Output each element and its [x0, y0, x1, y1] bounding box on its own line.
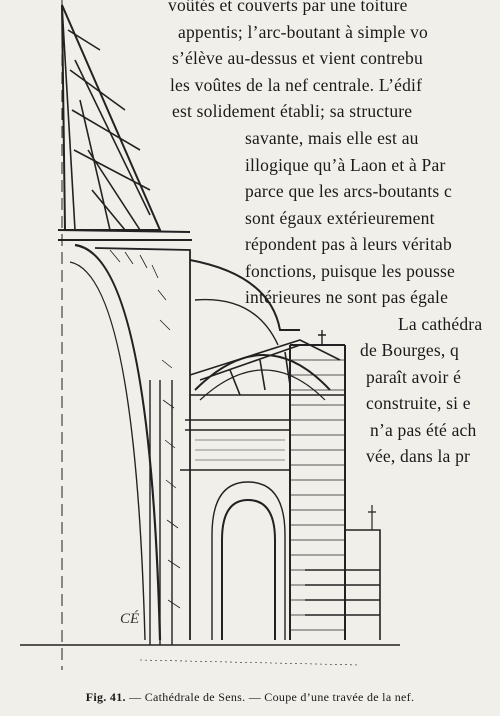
caption-label: Fig. 41. [85, 690, 126, 704]
text-line-4: les voûtes de la nef centrale. L’édif [170, 75, 423, 95]
text-line-2: appentis; l’arc-boutant à simple vo [178, 22, 428, 42]
text-line-5: est solidement établi; sa structure [172, 101, 413, 121]
text-line-17: n’a pas été ach [370, 420, 477, 440]
text-line-12: intérieures ne sont pas égale [245, 287, 449, 307]
caption-text: — Cathédrale de Sens. — Coupe d’une travée de la nef. [129, 690, 415, 704]
text-line-9: sont égaux extérieurement [245, 208, 435, 228]
text-line-16: construite, si e [366, 393, 471, 413]
text-line-18: vée, dans la pr [366, 446, 471, 466]
text-line-6: savante, mais elle est au [245, 128, 419, 148]
figure-caption [0, 690, 500, 705]
text-line-10: répondent pas à leurs véritab [245, 234, 452, 254]
text-line-11: fonctions, puisque les pousse [245, 261, 455, 281]
text-line-8: parce que les arcs-boutants c [245, 181, 452, 201]
text-line-13: La cathédra [398, 314, 483, 334]
text-line-1: voûtés et couverts par une toiture [168, 0, 408, 15]
text-line-14: de Bourges, q [360, 340, 460, 360]
text-line-7: illogique qu’à Laon et à Par [245, 155, 446, 175]
text-line-3: s’élève au-dessus et vient contrebu [172, 48, 423, 68]
text-line-15: paraît avoir é [366, 367, 462, 387]
drawing-monogram: CÉ [120, 611, 140, 627]
